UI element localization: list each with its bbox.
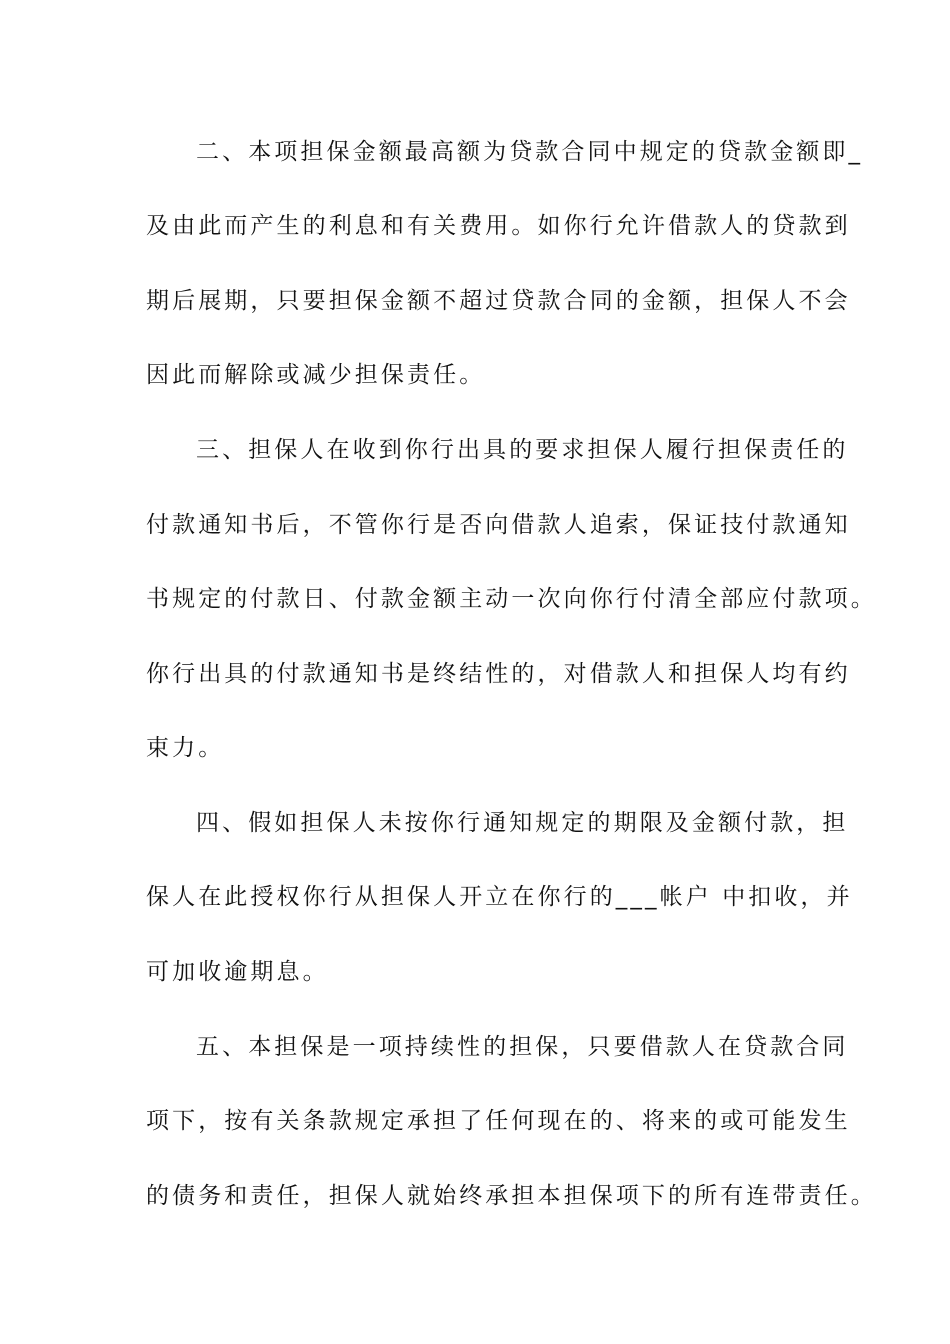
clause-3-line-2: 付款通知书后，不管你行是否向借款人追索，保证技付款通知	[146, 512, 851, 538]
clause-3-line-3: 书规定的付款日、付款金额主动一次向你行付清全部应付款项。	[146, 586, 877, 612]
clause-5-line-2: 项下，按有关条款规定承担了任何现在的、将来的或可能发生	[146, 1108, 851, 1134]
clause-3-line-1: 三、担保人在收到你行出具的要求担保人履行担保责任的	[196, 437, 849, 463]
clause-2-line-3: 期后展期，只要担保金额不超过贷款合同的金额，担保人不会	[146, 288, 851, 314]
clause-5-line-1: 五、本担保是一项持续性的担保，只要借款人在贷款合同	[196, 1034, 849, 1060]
clause-2-line-1: 二、本项担保金额最高额为贷款合同中规定的贷款金额即_	[196, 139, 864, 165]
clause-4-line-3: 可加收逾期息。	[146, 959, 329, 985]
clause-4-line-1: 四、假如担保人未按你行通知规定的期限及金额付款，担	[196, 810, 849, 836]
clause-2-line-2: 及由此而产生的利息和有关费用。如你行允许借款人的贷款到	[146, 213, 851, 239]
clause-3-line-4: 你行出具的付款通知书是终结性的，对借款人和担保人均有约	[146, 661, 851, 687]
clause-2-line-4: 因此而解除或减少担保责任。	[146, 362, 486, 388]
clause-3-line-5: 束力。	[146, 735, 225, 761]
clause-4-line-2: 保人在此授权你行从担保人开立在你行的___帐户 中扣收，并	[146, 884, 853, 910]
clause-5-line-3: 的债务和责任，担保人就始终承担本担保项下的所有连带责任。	[146, 1183, 877, 1209]
